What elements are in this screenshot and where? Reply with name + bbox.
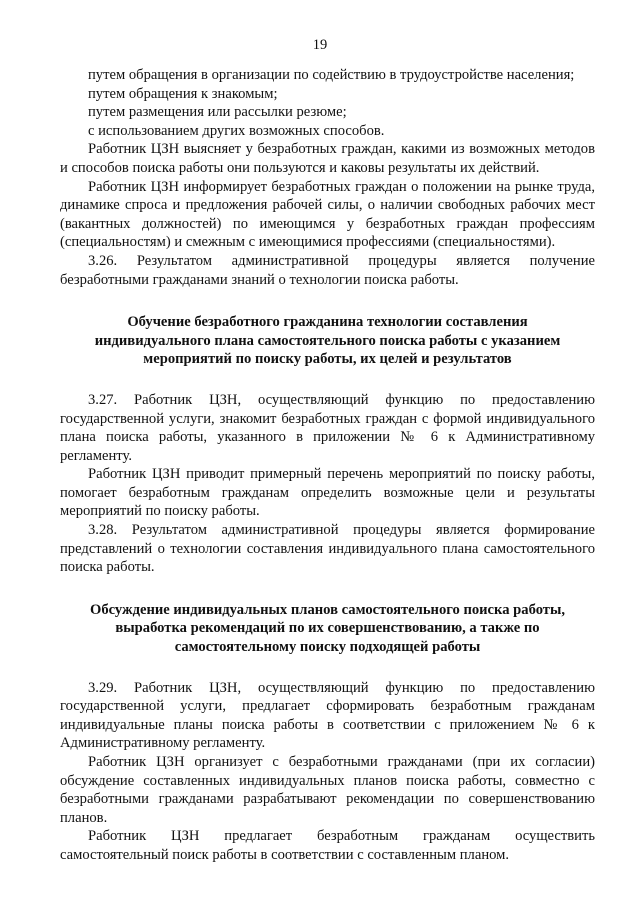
page-number: 19 <box>312 37 328 53</box>
section-heading-individual-plan-training <box>60 313 595 369</box>
section-heading-plans-discussion <box>60 601 595 657</box>
paragraph-3-29: 3.29. Работник ЦЗН, осуществляющий функцию по предоставлению государственной услуги, предлагает сформировать безработным гражданам индивидуальные планы поиска работы в соответствии с приложением № 6 к Административному регламенту. <box>60 679 595 752</box>
list-item-acquaintances: путем обращения к знакомым; <box>88 85 278 102</box>
paragraph-3-28: 3.28. Результатом административной процедуры является формирование представлений о технологии составления индивидуального плана самостоятельного поиска работы. <box>60 522 595 576</box>
section-heading-line: Обсуждение индивидуальных планов самостоятельного поиска работы, <box>89 601 566 618</box>
list-item-resumes: путем размещения или рассылки резюме; <box>88 104 347 121</box>
section-heading-line: индивидуального плана самостоятельного поиска работы с указанием <box>94 332 561 349</box>
paragraph-czn-offers-search: Работник ЦЗН предлагает безработным гражданам осуществить самостоятельный поиск работы в соответствии с составленным планом. <box>60 828 595 863</box>
paragraph-3-27: 3.27. Работник ЦЗН, осуществляющий функцию по предоставлению государственной услуги, знакомит безработных граждан с формой индивидуального плана поиска работы, указанного в приложении № 6 к Административному регламенту. <box>60 391 595 464</box>
section-heading-line: мероприятий по поиску работы, их целей и результатов <box>143 351 512 368</box>
paragraph-3-26: 3.26. Результатом административной процедуры является получение безработными гражданами знаний о технологии поиска работы. <box>60 252 595 288</box>
document-body <box>60 66 595 865</box>
section-heading-line: самостоятельному поиску подходящей работы <box>174 639 481 656</box>
paragraph-czn-organizes-discussion: Работник ЦЗН организует с безработными гражданами (при их согласии) обсуждение составленных индивидуальных планов поиска работы, совместно с безработными гражданами разрабатывают рекомендации по совершенствованию планов. <box>60 754 595 826</box>
section-heading-line: выработка рекомендаций по их совершенствованию, а также по <box>115 620 540 637</box>
list-item-other-ways: с использованием других возможных способов. <box>88 122 385 139</box>
section-heading-line: Обучение безработного гражданина технологии составления <box>127 314 528 331</box>
paragraph-czn-informs: Работник ЦЗН информирует безработных граждан о положении на рынке труда, динамике спроса и предложения рабочей силы, о наличии свободных рабочих мест (вакантных должностей) по имеющимся у безработных граждан профессиям (специальностям) и смежным с имеющимися профессиями (специальностями). <box>60 178 595 251</box>
paragraph-czn-clarifies: Работник ЦЗН выясняет у безработных граждан, какими из возможных методов и способов поиска работы они пользуются и каковы результаты их действий. <box>60 141 595 176</box>
list-item-organizations: путем обращения в организации по содействию в трудоустройстве населения; <box>88 67 575 83</box>
paragraph-czn-event-list: Работник ЦЗН приводит примерный перечень мероприятий по поиску работы, помогает безработным гражданам определить возможные цели и результаты мероприятий по поиску работы. <box>60 466 595 520</box>
